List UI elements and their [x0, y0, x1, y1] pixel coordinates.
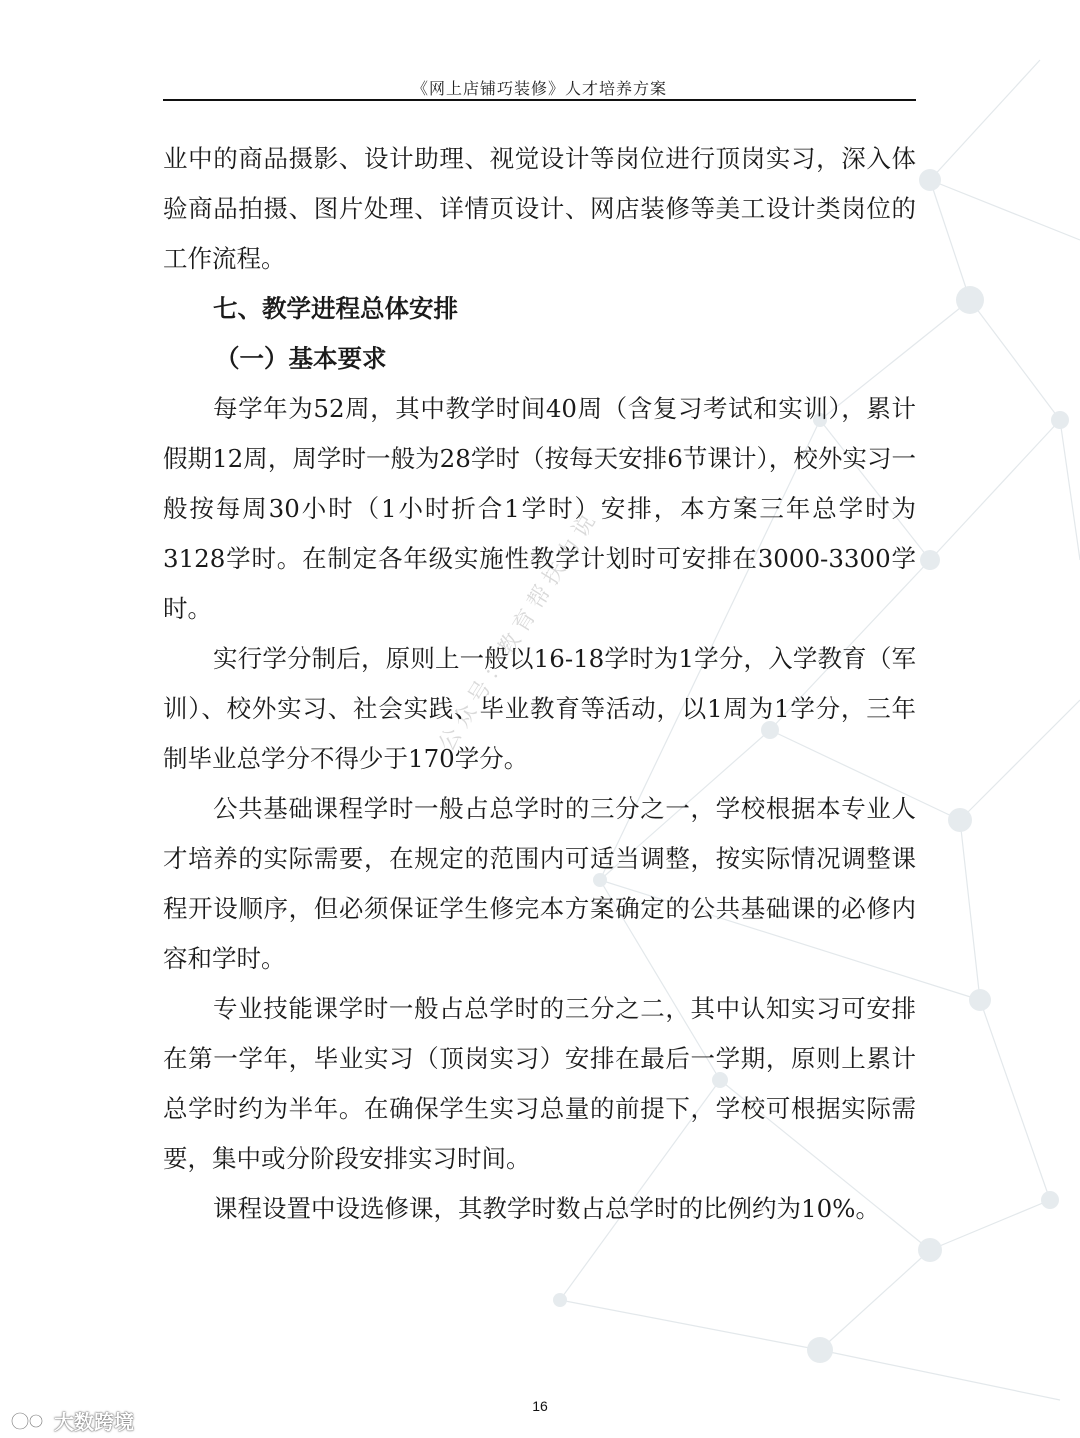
running-header: 《网上店铺巧装修》人才培养方案: [411, 79, 667, 98]
brand-logo-icon: [10, 1410, 50, 1432]
continued-paragraph: 业中的商品摄影、设计助理、视觉设计等岗位进行顶岗实习，深入体验商品拍摄、图片处理、详情页设计、网店装修等美工设计类岗位的工作流程。: [163, 144, 916, 273]
header-rule: [163, 99, 916, 101]
page-number: 16: [532, 1398, 548, 1414]
paragraph-credits: 实行学分制后，原则上一般以16-18学时为1学分，入学教育（军训）、校外实习、社会实践、毕业教育等活动，以1周为1学分，三年制毕业总学分不得少于170学分。: [163, 644, 916, 773]
paragraph-electives: 课程设置中设选修课，其教学时数占总学时的比例约为10%。: [213, 1194, 880, 1223]
brand-watermark: [10, 1406, 134, 1435]
watermark: 公众号：教育帮扶力说: [434, 505, 604, 756]
page-content: [163, 134, 916, 1234]
brand-name: 大数跨境: [54, 1410, 134, 1434]
paragraph-professional-courses: 专业技能课学时一般占总学时的三分之二，其中认知实习可安排在第一学年，毕业实习（顶岗实习）安排在最后一学期，原则上累计总学时约为半年。在确保学生实习总量的前提下，学校可根据实际需要，集中或分阶段安排实习时间。: [163, 994, 916, 1173]
subsection-heading: （一）基本要求: [215, 344, 387, 373]
paragraph-weeks: 每学年为52周，其中教学时间40周（含复习考试和实训），累计假期12周，周学时一般为28学时（按每天安排6节课计），校外实习一般按每周30小时（1小时折合1学时）安排，本方案三年总学时为3128学时。在制定各年级实施性教学计划时可安排在3000-3300学时。: [163, 394, 916, 623]
section-heading: 七、教学进程总体安排: [213, 294, 458, 323]
paragraph-public-courses: 公共基础课程学时一般占总学时的三分之一，学校根据本专业人才培养的实际需要，在规定的范围内可适当调整，按实际情况调整课程开设顺序，但必须保证学生修完本方案确定的公共基础课的必修内容和学时。: [163, 794, 916, 973]
